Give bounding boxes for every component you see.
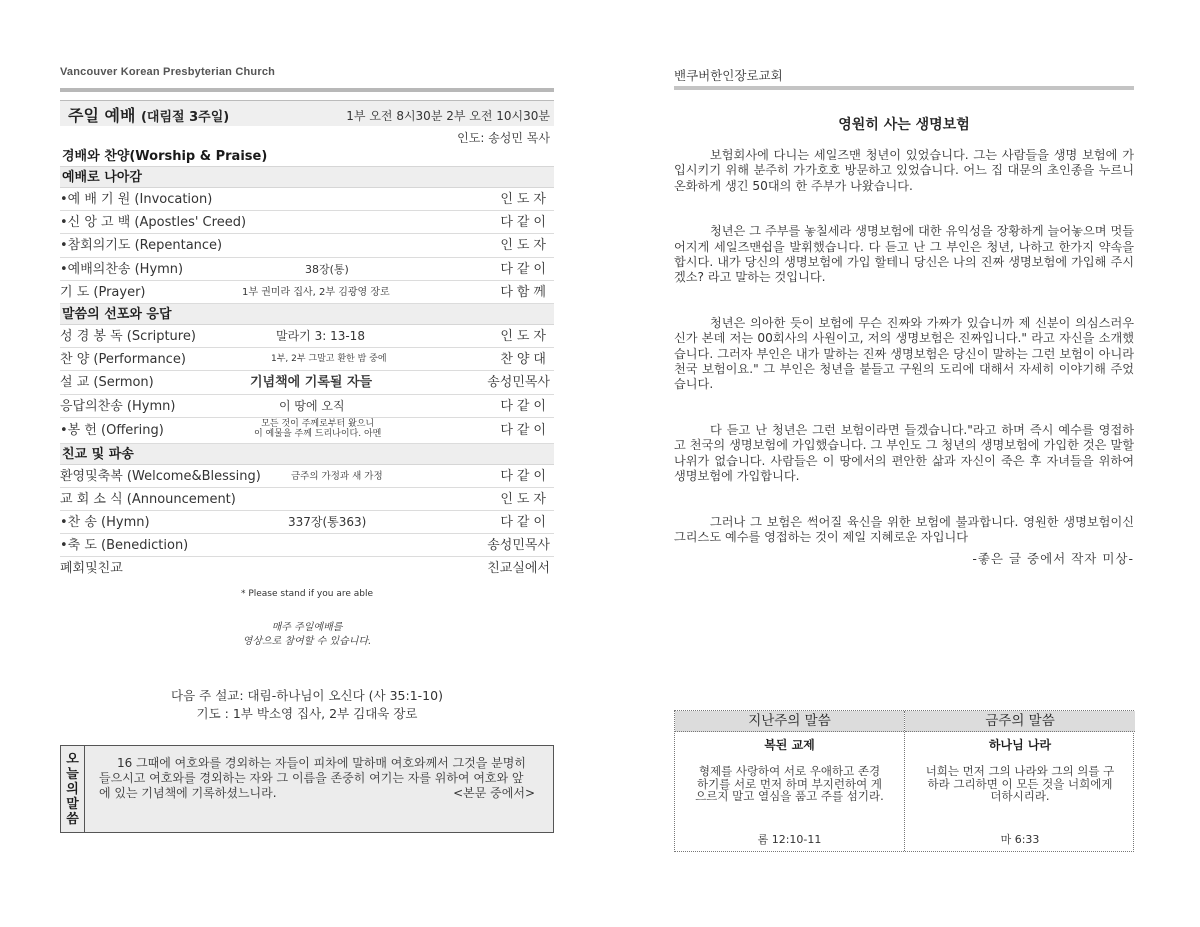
order-row [60, 325, 554, 348]
order-label: •예배의찬송 (Hymn) [60, 261, 184, 277]
order-label: •신 앙 고 백 (Apostles' Creed) [60, 215, 247, 231]
order-row [60, 281, 554, 304]
order-leader: 다같이 [500, 515, 550, 531]
order-detail: 금주의 가정과 새 가정 [291, 470, 383, 482]
essay-paragraph: 다 듣고 난 청년은 그런 보험이라면 들겠습니다."라고 하며 즉시 예수를 영접하고 천국의 생명보험에 가입했습니다. 그 부인도 그 청년의 생명보험에 가입한 것은 말할 나위가 없습니다. 사람들은 이 땅에서의 편안한 삶과 자신이 죽은 후 자녀들을 위하여 생명보험에 가입합니다. [674, 422, 1134, 484]
order-label: •축 도 (Benediction) [60, 538, 189, 554]
order-row [60, 258, 554, 281]
next-week-sermon: 다음 주 설교: 대림-하나님이 오신다 (사 35:1-10) [171, 687, 443, 703]
essay-paragraph: 그러나 그 보험은 썩어질 육신을 위한 보험에 불과합니다. 영원한 생명보험이신 그리스도 예수를 영접하는 것이 제일 지혜로운 자입니다 [674, 514, 1134, 544]
order-detail: 1부, 2부 그말고 환한 밤 중에 [271, 354, 387, 365]
order-row [60, 418, 554, 444]
order-leader: 송성민목사 [487, 375, 550, 391]
order-label: 기 도 (Prayer) [60, 284, 146, 300]
last-week-reference: 롬 12:10-11 [757, 833, 822, 846]
header-rule [674, 86, 1134, 90]
order-label: 설 교 (Sermon) [60, 375, 154, 391]
order-leader: 인도자 [500, 328, 550, 344]
order-leader: 다같이 [500, 422, 550, 438]
last-week-word [675, 711, 905, 851]
order-row [60, 371, 554, 394]
today-verse-label-text: 오늘의 말씀 [66, 751, 79, 827]
section-heading-approach: 예배로 나아감 [60, 167, 554, 188]
section-heading-worship: 경배와 찬양(Worship & Praise) [60, 146, 554, 167]
order-label: 교 회 소 식 (Announcement) [60, 491, 236, 507]
order-leader: 찬양대 [500, 352, 550, 368]
order-row [60, 348, 554, 371]
last-week-header: 지난주의 말씀 [675, 711, 904, 732]
order-leader: 친교실에서 [487, 561, 550, 577]
service-leader: 인도: 송성민 목사 [457, 131, 550, 145]
order-leader: 다함께 [500, 284, 550, 300]
essay-signature: -좋은 글 중에서 작자 미상- [972, 551, 1134, 567]
online-note [60, 621, 554, 649]
order-label: •봉 헌 (Offering) [60, 422, 164, 438]
order-label: 폐회및친교 [60, 561, 123, 577]
order-detail: 이 땅에 오직 [279, 398, 345, 413]
essay-paragraph: 보험회사에 다니는 세일즈맨 청년이 있었습니다. 그는 사람들을 생명 보험에 가입시키기 위해 분주히 가가호호 방문하고 있었습니다. 어느 집 대문의 초인종을 누르니 온화하게 생긴 50대의 한 주부가 나왔습니다. [674, 148, 1134, 193]
order-row [60, 557, 554, 580]
words-table [674, 710, 1134, 852]
order-detail: 1부 권미라 집사, 2부 김광영 장로 [242, 286, 390, 298]
order-label: 응답의찬송 (Hymn) [60, 398, 176, 414]
service-title [68, 103, 229, 126]
today-verse-text [99, 756, 535, 801]
today-verse-label [61, 746, 85, 832]
online-note-line-1: 매주 주일예배를 [271, 621, 343, 633]
order-leader: 다같이 [500, 398, 550, 414]
essay-paragraph: 청년은 그 주부를 놓칠세라 생명보험에 대한 유익성을 장황하게 늘어놓으며 멋들어지게 세일즈맨쉽을 발휘했습니다. 다 듣고 난 그 부인은 청년, 나하고 한가지 약속을 합시다. 내가 당신의 생명보험에 가입 할테니 당신은 나의 진짜 생명보험에 가입해 주시겠소? 라고 말하는 것입니다. [674, 224, 1134, 285]
order-leader: 다같이 [500, 261, 550, 277]
section-heading-sending: 친교 및 파송 [60, 444, 554, 465]
order-leader: 다같이 [500, 215, 550, 231]
sermon-title: 기념책에 기록될 자들 [250, 375, 373, 391]
today-verse-box [60, 745, 554, 833]
church-name-english: Vancouver Korean Presbyterian Church [60, 66, 276, 78]
next-week-info [60, 687, 554, 723]
order-row [60, 511, 554, 534]
order-row [60, 534, 554, 557]
next-week-prayer: 기도 : 1부 박소영 집사, 2부 김대욱 장로 [196, 705, 418, 721]
order-row [60, 188, 554, 211]
today-verse-body: 16 그때에 여호와를 경외하는 자들이 피차에 말하매 여호와께서 그것을 분명히 들으시고 여호와를 경외하는 자와 그 이름을 존중히 여기는 자를 위하여 여호와 앞에 있는 기념책에 기록하셨느니라. [99, 755, 526, 800]
right-page [674, 60, 1134, 846]
order-detail: 38장(통) [305, 262, 349, 276]
order-label: 성 경 봉 독 (Scripture) [60, 328, 196, 344]
service-header [60, 100, 554, 126]
order-label: •예 배 기 원 (Invocation) [60, 192, 213, 207]
essay-paragraph: 청년은 의아한 듯이 보험에 무슨 진짜와 가짜가 있습니까 제 신분이 의심스러우신가 본데 저는 00회사의 사원이고, 저의 생명보험은 진짜입니다." 라고 자신을 소개했습니다. 그러자 부인은 내가 말하는 진짜 생명보험은 당신이 말하는 그런 보험이 아니라 천국 보험이요." 그 부인은 청년을 붙들고 구원의 도리에 대해서 자세히 이야기해 주었습니다. [674, 315, 1134, 392]
order-row [60, 488, 554, 511]
order-detail: 337장(통363) [288, 515, 367, 530]
essay-body [674, 148, 1134, 567]
online-note-line-2: 영상으로 참여할 수 있습니다. [242, 635, 372, 647]
order-detail: 말라기 3: 13-18 [276, 328, 365, 343]
today-verse-source: <본문 중에서> [453, 785, 535, 800]
header-rule [60, 88, 554, 92]
essay-title: 영원히 사는 생명보험 [838, 117, 970, 133]
order-leader: 인도자 [500, 192, 550, 207]
this-week-reference: 마 6:33 [1000, 833, 1040, 846]
order-label: •참회의기도 (Repentance) [60, 238, 223, 254]
order-leader: 인도자 [500, 491, 550, 507]
order-leader: 인도자 [500, 238, 550, 254]
offering-line-2: 이 예물을 주께 드리나이다. 아멘 [254, 428, 382, 439]
last-week-title: 복된 교제 [764, 738, 815, 752]
order-row [60, 211, 554, 234]
church-name-korean: 밴쿠버한인장로교회 [674, 68, 783, 83]
order-row [60, 395, 554, 418]
this-week-body: 너희는 먼저 그의 나라와 그의 의를 구하라 그리하면 이 모든 것을 너희에게 더하시리라. [925, 764, 1115, 803]
order-label: •찬 송 (Hymn) [60, 515, 150, 531]
this-week-word [905, 711, 1135, 851]
left-page [60, 60, 554, 833]
offering-detail [254, 419, 381, 439]
order-leader: 송성민목사 [487, 538, 550, 554]
stand-note: * Please stand if you are able [240, 588, 374, 599]
order-leader: 다같이 [500, 468, 550, 484]
service-title-main: 주일 예배 [68, 106, 136, 125]
order-row [60, 465, 554, 488]
order-row [60, 234, 554, 257]
offering-line-1: 모든 것이 주께로부터 왔으니 [261, 418, 375, 429]
last-week-body: 형제를 사랑하여 서로 우애하고 존경하기를 서로 먼저 하며 부지런하여 게으르지 말고 열심을 품고 주를 섬기라. [695, 764, 884, 803]
this-week-header: 금주의 말씀 [905, 711, 1135, 732]
order-label: 찬 양 (Performance) [60, 352, 186, 368]
order-label: 환영및축복 (Welcome&Blessing) [60, 468, 261, 484]
this-week-title: 하나님 나라 [988, 738, 1052, 752]
service-times: 1부 오전 8시30분 2부 오전 10시30분 [346, 109, 550, 123]
service-subtitle: (대림절 3주일) [140, 110, 230, 125]
section-heading-word: 말씀의 선포와 응답 [60, 304, 554, 325]
